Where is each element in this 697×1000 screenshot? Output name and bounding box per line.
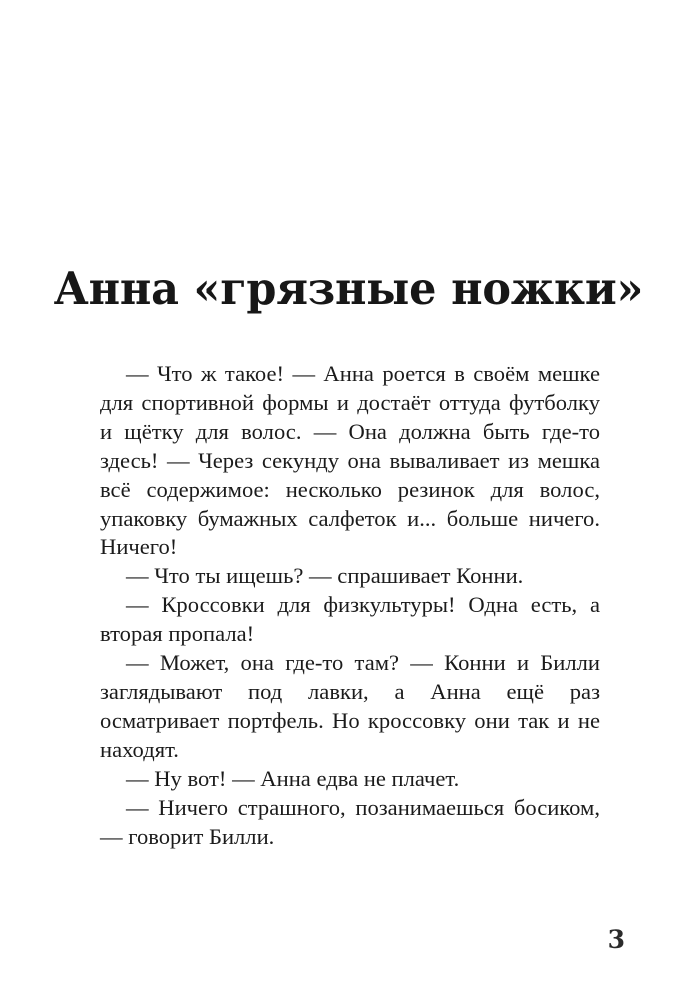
paragraph: — Что ты ищешь? — спрашивает Конни. (126, 563, 524, 589)
body-text (100, 360, 600, 851)
paragraph: — Может, она где-то там? — Конни и Билли заглядывают под лавки, а Анна ещё раз осматривает портфель. Но кроссовку они так и не находят. (100, 650, 600, 762)
paragraph: — Кроссовки для физкультуры! Одна есть, а вторая пропала! (100, 592, 600, 647)
paragraph: — Ничего страшного, позанимаешься босиком, — говорит Билли. (100, 794, 600, 849)
chapter-title: Анна «грязные ножки» (53, 262, 644, 316)
page-number: 3 (607, 925, 625, 954)
paragraph: — Что ж такое! — Анна роется в своём мешке для спортивной формы и достаёт оттуда футболку и щётку для волос. — Она должна быть где-то здесь! — Через секунду она вываливает из мешка всё содержимое: несколько резинок для волос, упаковку бумажных салфеток и... больше ничего. Ничего! (100, 361, 600, 560)
paragraph: — Ну вот! — Анна едва не плачет. (126, 765, 460, 791)
